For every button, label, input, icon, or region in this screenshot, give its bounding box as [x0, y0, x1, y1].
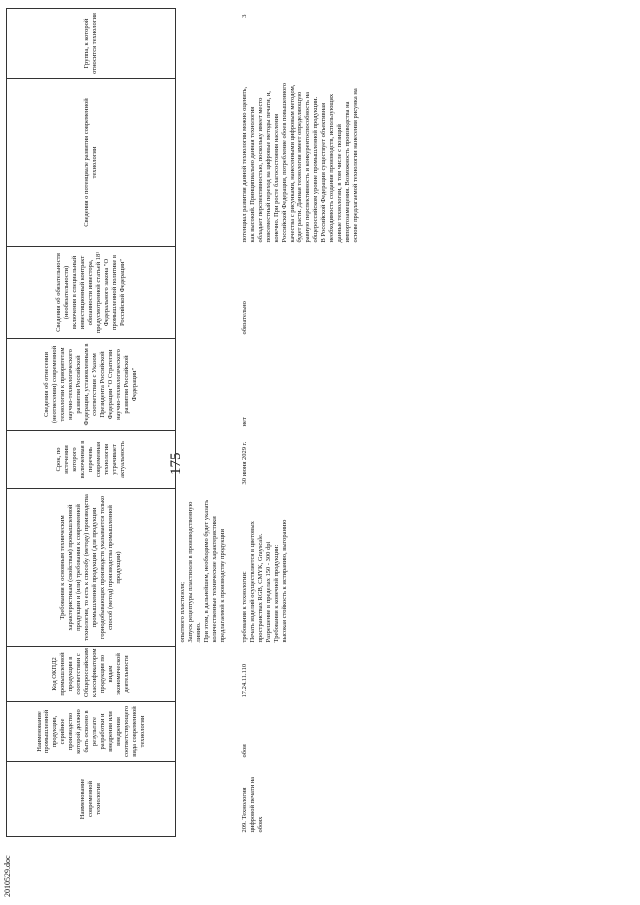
header-requirements: Требования к основным техническим характеристикам (свойствам) промышленной продукции и (или) требования к современной технологии, то есть к способу (методу) производства промышленной продукции (для продукции горнодобывающих производств указывается только способ (метод) производства промышленной продукции) [7, 489, 176, 647]
header-okpd2-code: Код ОКПД2 промышленной продукции в соответствии с Общероссийским классификатором продукции по видам экономической деятельности [7, 647, 176, 702]
okpd2-cell: 17.24.11.110 [241, 663, 248, 698]
page-number: 175 [168, 452, 184, 475]
technology-table [6, 8, 624, 837]
continuation-text: опытного пластизоля; Запуск рецептуры пластизоля в производственную линию. При этом, в дальнейшем, необходимо будет указать количественные технические характеристики предлагаемой к производству продукции [179, 499, 226, 643]
table-row [238, 9, 624, 837]
header-priority: Сведения об отнесении (неотнесении) современной технологии к приоритетам научно-технологического развития Российской Федерации, установленным в соответствии с Указом Президента Российской Федерации "О Стратегии научно-технологического развития Российской Федерации" [7, 339, 176, 431]
header-group: Группа, к которой относится технология [7, 9, 176, 79]
potential-cell: потенциал развития данной технологии можно оценить, как высокий. Принципиально данная технология обладает перспективностью, поскольку имеет место повсеместный переход на цифровые методы печати, и, конечно. При росте благосостояния населения Российской Федерации, потребление обоев повышенного качества с рисунками, нанесенными цифровым методом, будет расти. Данная технология имеет определяющую равную перспективность и конкурентоспособность на общероссийском уровне промышленной продукции. В Российской Федерации существует объективная необходимость создания производств, использующих данные технологии, в том числе с позиций импортозамещения. Возможность производства на основе предлагаемой технологии нанесения рисунка на [241, 82, 359, 243]
header-product-name: Наименование промышленной продукции, серийное производство которой должно быть освоено в результате разработки и внедрения или внедрения соответствующего вида современной технологии [7, 702, 176, 762]
header-term: Срок, по истечении которого включенная в перечень современная технология утрачивает актуальность [7, 431, 176, 489]
priority-cell: нет [241, 417, 248, 427]
table-header-row [7, 9, 176, 837]
header-potential: Сведения о потенциале развития современной технологии [7, 79, 176, 247]
term-cell: 30 июня 2029 г. [241, 441, 248, 485]
requirements-cell: требования к технологии: Печать изделий осуществляется в цветовых пространствах RGB, CMYK, Grayscale. Разрешение в пределах 150 - 300 dpi Требования к конечной продукции: высокая стойкость к истиранию, выгоранию [241, 519, 288, 643]
header-technology-name: Наименование современной технологии [7, 762, 176, 837]
technology-name-cell [238, 762, 624, 837]
row-number: 209. [241, 821, 248, 833]
technology-name: Технология цифровой печати на обоях [241, 776, 264, 833]
group-cell: 3 [241, 14, 248, 18]
continuation-row [176, 9, 239, 837]
doc-id: 2010529.doc [3, 855, 12, 897]
header-mandatory: Сведения об обязательности (необязательности) включения в специальный инвестиционный контракт обязанности инвестора, предусмотренной статьей 18¹ Федерального закона "О промышленной политике в Российской Федерации" [7, 247, 176, 339]
product-cell: обои [241, 744, 248, 758]
mandatory-cell: обязательно [241, 301, 248, 335]
